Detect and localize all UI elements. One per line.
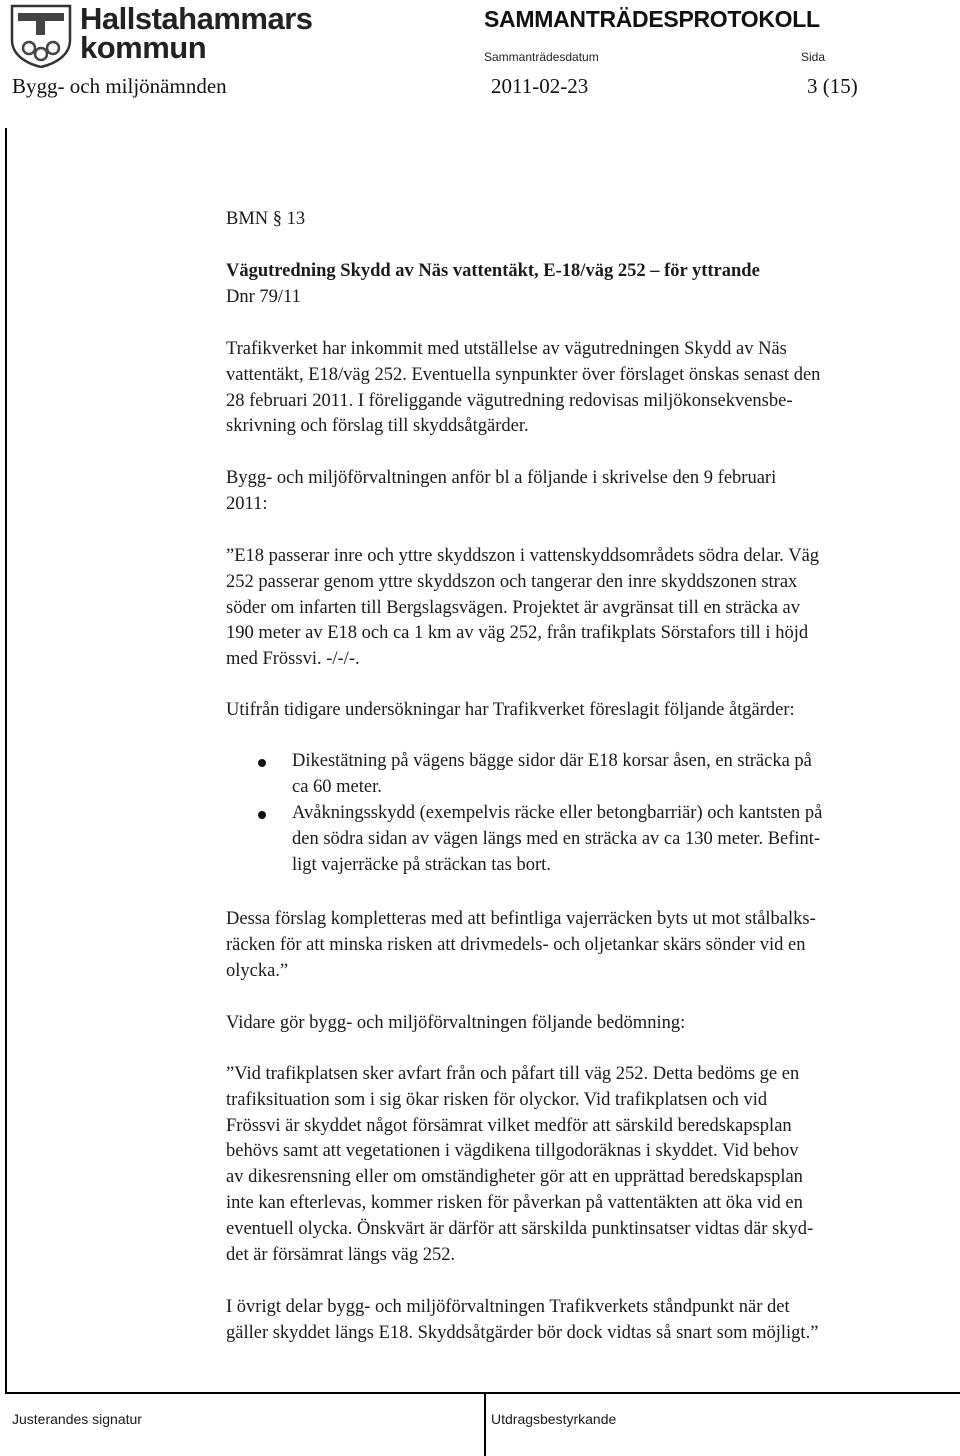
text-line: gäller skyddet längs E18. Skyddsåtgärder bör dock vidtas så snart som möjligt.”: [226, 1322, 819, 1343]
text-line: den södra sidan av vägen längs med en sträcka av ca 130 meter. Befint-: [292, 828, 821, 849]
left-margin-rule: [5, 128, 7, 1394]
text-line: av dikesrensning eller om omständigheter gör att en upprättad beredskapsplan: [226, 1167, 803, 1188]
text-line: behövs samt att vegetationen i vägdikena tillgodoräknas i skyddet. Vid behov: [226, 1141, 799, 1162]
text-line: Dikestätning på vägens bägge sidor där E18 korsar åsen, en sträcka på: [292, 751, 812, 771]
paragraph-supplement: [226, 907, 816, 984]
text-line: Bygg- och miljöförvaltningen anför bl a följande i skrivelse den 9 februari: [226, 468, 777, 488]
paragraph-conclusion: [226, 1295, 818, 1347]
paragraph-statement: [226, 466, 776, 518]
document-type: SAMMANTRÄDESPROTOKOLL: [484, 6, 820, 32]
text-line: eventuell olycka. Önskvärt är därför att särskilda punktinsatser vidtas där skyd-: [226, 1218, 814, 1239]
paragraph-intro: [226, 337, 820, 440]
text-line: trafiksituation som i sig ökar risken för olyckor. Vid trafikplatsen och vid: [226, 1089, 768, 1110]
signature-label: Justerandes signatur: [12, 1411, 142, 1427]
text-line: Avåkningsskydd (exempelvis räcke eller betongbarriär) och kantsten på: [292, 803, 823, 823]
date-label: Sammanträdesdatum: [484, 50, 599, 64]
page-number: 3 (15): [807, 74, 858, 98]
bullet-icon: [258, 811, 266, 819]
text-line: det är försämrat längs väg 252.: [226, 1244, 456, 1265]
logo-line-2: kommun: [80, 30, 207, 65]
text-line: I övrigt delar bygg- och miljöförvaltningen Trafikverkets ståndpunkt när det: [226, 1297, 790, 1317]
list-item-text: [292, 801, 822, 878]
footer-divider: [484, 1394, 486, 1456]
case-id: BMN § 13: [226, 209, 306, 229]
meeting-date: 2011-02-23: [491, 74, 589, 98]
text-line: med Frössvi. -/-/-.: [226, 649, 360, 670]
case-title: Vägutredning Skydd av Näs vattentäkt, E-18/väg 252 – för yttrande: [226, 261, 760, 281]
list-item-text: [292, 749, 812, 801]
quote-block-1: [226, 544, 819, 673]
text-line: räcken för att minska risken att drivmedels- och oljetankar skärs sönder vid en: [226, 934, 806, 955]
paragraph-measures-intro: Utifrån tidigare undersökningar har Trafikverket föreslagit följande åtgärder:: [226, 700, 795, 720]
text-line: Trafikverket har inkommit med utställelse av vägutredningen Skydd av Näs: [226, 339, 787, 359]
text-line: skrivning och förslag till skyddsåtgärder.: [226, 416, 529, 437]
text-line: 28 februari 2011. I föreliggande vägutredning redovisas miljökonsekvensbe-: [226, 390, 793, 411]
logo-line-1: Hallstahammars: [80, 1, 313, 36]
quote-block-2: [226, 1062, 813, 1268]
logo-wordmark: [80, 1, 313, 65]
text-line: ”E18 passerar inre och yttre skyddszon i vattenskyddsområdets södra delar. Väg: [226, 546, 820, 566]
municipality-logo: [8, 1, 313, 68]
text-line: vattentäkt, E18/väg 252. Eventuella synpunkter över förslaget önskas senast den: [226, 364, 821, 385]
paragraph-assessment-intro: Vidare gör bygg- och miljöförvaltningen följande bedömning:: [226, 1013, 686, 1033]
committee-name: Bygg- och miljönämnden: [12, 74, 227, 98]
text-line: ”Vid trafikplatsen sker avfart från och påfart till väg 252. Detta bedöms ge en: [226, 1064, 800, 1084]
text-line: Dessa förslag kompletteras med att befintliga vajerräcken byts ut mot stålbalks-: [226, 909, 816, 929]
text-line: ca 60 meter.: [292, 776, 382, 797]
page-label: Sida: [801, 50, 826, 64]
text-line: Frössvi är skyddet något försämrat vilket medför att särskild beredskapsplan: [226, 1115, 792, 1136]
text-line: 252 passerar genom yttre skyddszon och tangerar den inre skyddszonen strax: [226, 571, 798, 592]
excerpt-label: Utdragsbestyrkande: [491, 1411, 617, 1427]
text-line: 2011:: [226, 493, 268, 514]
footer-rule: [5, 1392, 960, 1394]
text-line: 190 meter av E18 och ca 1 km av väg 252, från trafikplats Sörstafors till i höjd: [226, 623, 809, 644]
text-line: ligt vajerräcke på sträckan tas bort.: [292, 854, 551, 875]
bullet-icon: [258, 759, 266, 767]
diary-number: Dnr 79/11: [226, 287, 301, 307]
text-line: söder om infarten till Bergslagsvägen. Projektet är avgränsat till en sträcka av: [226, 597, 801, 618]
coat-of-arms-icon: [8, 4, 74, 68]
text-line: inte kan efterlevas, kommer risken för påverkan på vattentäkten att öka vid en: [226, 1192, 803, 1213]
text-line: olycka.”: [226, 960, 289, 981]
